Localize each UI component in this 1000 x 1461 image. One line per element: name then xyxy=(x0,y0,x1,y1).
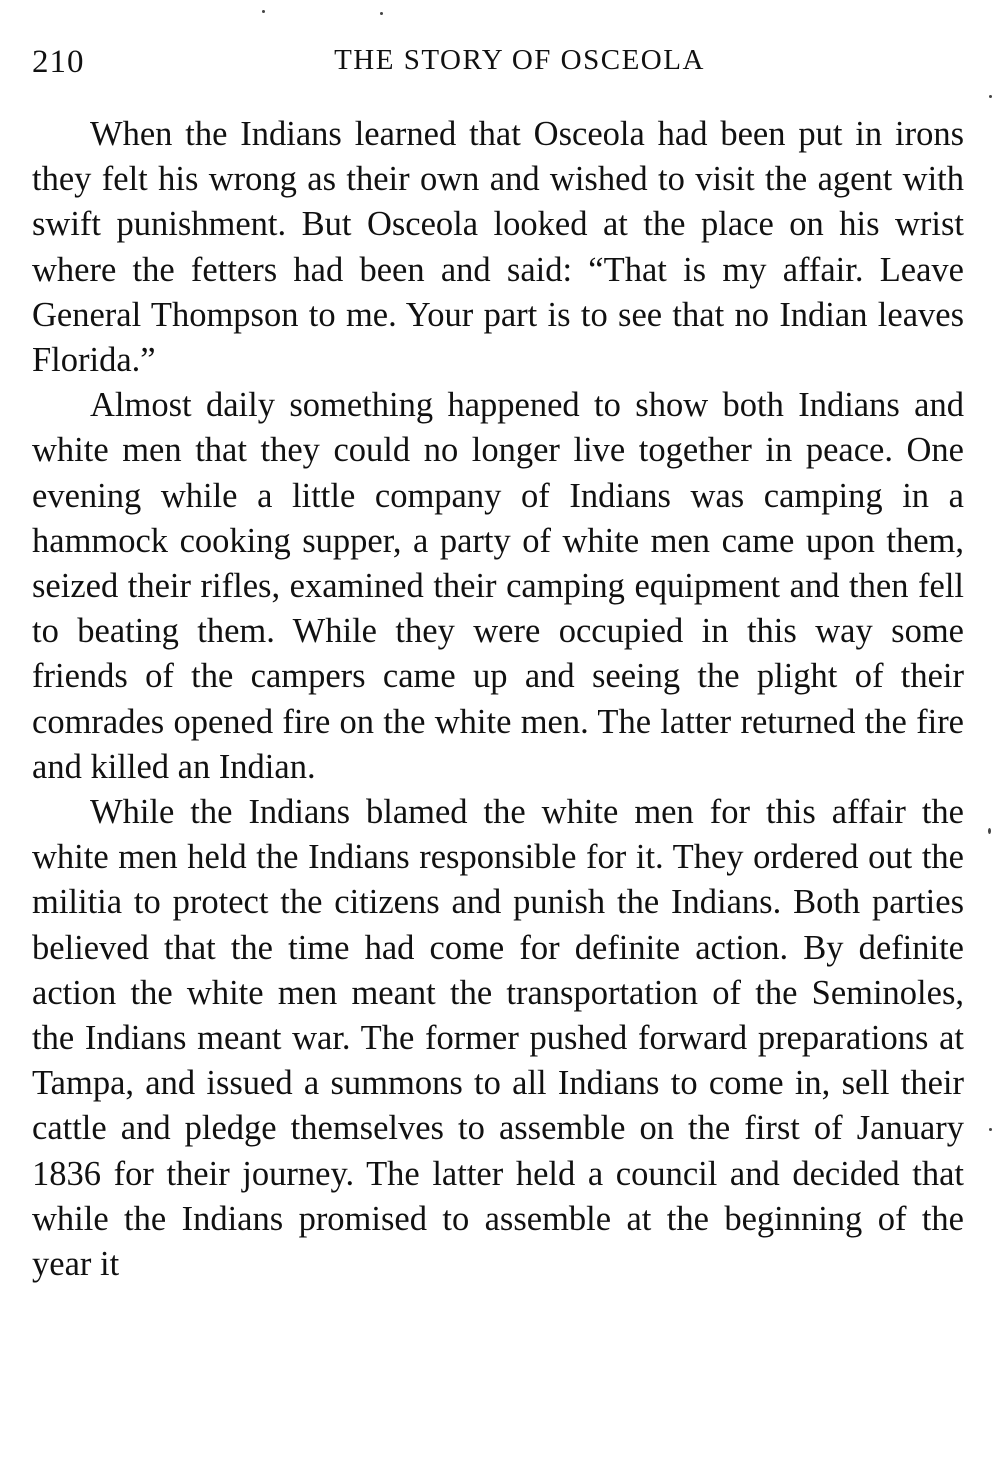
page-number: 210 xyxy=(32,44,85,80)
body-text xyxy=(32,112,964,1287)
paragraph-camping-incident: Almost daily something happened to show both Indians and white men that they could no longer live together in peace. One evening while a little company of Indians was camping in a hammock cooking supper, a party of white men came upon them, seized their rifles, examined their camping equipment and then fell to beating them. While they were occupied in this way some friends of the campers came up and seeing the plight of their comrades opened fire on the white men. The latter returned the fire and killed an Indian. xyxy=(32,386,964,786)
paragraph-osceola-in-irons: When the Indians learned that Osceola had been put in irons they felt his wrong as their own and wished to visit the agent with swift punishment. But Osceola looked at the place on his wrist where the fetters had been and said: “That is my affair. Leave General Thompson to me. Your part is to see that no Indian leaves Florida.” xyxy=(32,115,964,380)
running-head xyxy=(32,44,967,88)
scan-speck xyxy=(989,95,992,98)
running-title: THE STORY OF OSCEOLA xyxy=(334,44,705,76)
paragraph-preparations: While the Indians blamed the white men for this affair the white men held the Indians responsible for it. They ordered out the militia to protect the citizens and punish the Indians. Both parties believed that the time had come for definite action. By definite action the white men meant the transportation of the Seminoles, the Indians meant war. The former pushed forward preparations at Tampa, and issued a summons to all Indians to come in, sell their cattle and pledge themselves to assemble on the first of January 1836 for their journey. The latter held a council and decided that while the Indians promised to assemble at the beginning of the year it xyxy=(32,793,964,1284)
scan-speck xyxy=(988,828,991,834)
scan-speck xyxy=(380,12,383,15)
scan-speck xyxy=(989,1128,992,1131)
scan-speck xyxy=(262,10,265,13)
